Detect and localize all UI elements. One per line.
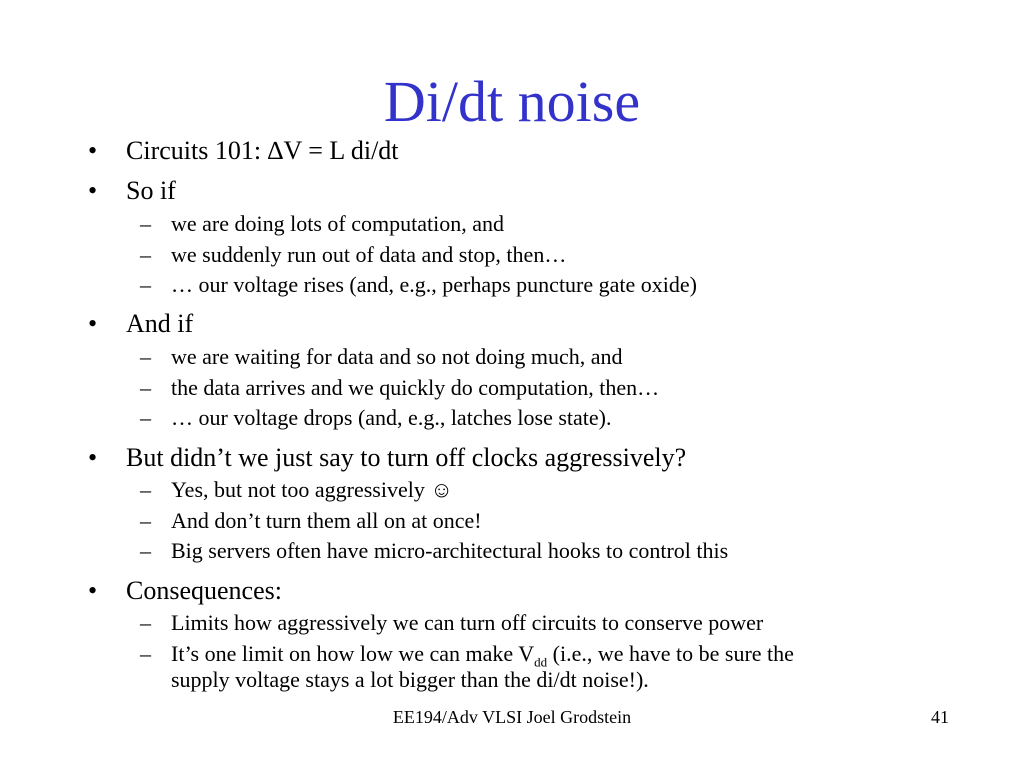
sub-bullet-item [140, 508, 482, 534]
sub-bullet-text: And don’t turn them all on at once! [171, 508, 482, 533]
bullet-text: Circuits 101: ∆V = L di/dt [126, 136, 399, 165]
dash-marker: – [140, 211, 151, 236]
bullet-item [88, 309, 193, 339]
sub-bullet-continuation: supply voltage stays a lot bigger than the di/dt noise!). [171, 667, 649, 692]
bullet-text: Consequences: [126, 576, 282, 605]
sub-bullet-text: Yes, but not too aggressively ☺ [171, 477, 453, 502]
bullet-marker: • [88, 576, 98, 605]
sub-bullet-item [140, 375, 659, 401]
sub-bullet-text: Limits how aggressively we can turn off circuits to conserve power [171, 610, 764, 635]
dash-marker: – [140, 375, 151, 400]
slide-title: Di/dt noise [383, 69, 641, 134]
dash-marker: – [140, 272, 151, 297]
sub-bullet-text: … our voltage rises (and, e.g., perhaps puncture gate oxide) [171, 272, 697, 297]
sub-bullet-item [140, 211, 504, 237]
sub-bullet-text: It’s one limit on how low we can make V [171, 641, 535, 666]
bullet-marker: • [88, 443, 98, 472]
sub-bullet-item [140, 344, 622, 370]
sub-bullet-text: we suddenly run out of data and stop, then… [171, 242, 567, 267]
sub-bullet-item-vdd [140, 641, 794, 693]
sub-bullet-item [140, 242, 566, 268]
dash-marker: – [140, 242, 151, 267]
sub-bullet-item [140, 272, 697, 298]
sub-bullet-item [140, 405, 611, 431]
dash-marker: – [140, 641, 151, 666]
bullet-text: And if [126, 309, 194, 338]
sub-bullet-text: … our voltage drops (and, e.g., latches lose state). [171, 405, 612, 430]
bullet-marker: • [88, 176, 98, 205]
sub-bullet-text: the data arrives and we quickly do computation, then… [171, 375, 660, 400]
dash-marker: – [140, 508, 151, 533]
bullet-text: So if [126, 176, 176, 205]
dash-marker: – [140, 538, 151, 563]
bullet-item [88, 176, 176, 206]
dash-marker: – [140, 344, 151, 369]
bullet-text: But didn’t we just say to turn off clocks aggressively? [126, 443, 687, 472]
bullet-marker: • [88, 309, 98, 338]
bullet-item [88, 576, 282, 606]
dash-marker: – [140, 477, 151, 502]
bullet-marker: • [88, 136, 98, 165]
sub-bullet-item [140, 610, 763, 636]
sub-bullet-text: we are waiting for data and so not doing much, and [171, 344, 623, 369]
sub-bullet-text-after: (i.e., we have to be sure the [547, 641, 794, 666]
sub-bullet-item [140, 477, 453, 503]
sub-bullet-text: Big servers often have micro-architectural hooks to control this [171, 538, 729, 563]
sub-bullet-text: we are doing lots of computation, and [171, 211, 504, 236]
vdd-subscript: dd [534, 654, 548, 670]
footer-course: EE194/Adv VLSI Joel Grodstein [392, 707, 632, 727]
dash-marker: – [140, 610, 151, 635]
dash-marker: – [140, 405, 151, 430]
bullet-item [88, 443, 686, 473]
bullet-item [88, 136, 399, 166]
slide-number: 41 [931, 707, 949, 727]
sub-bullet-item [140, 538, 728, 564]
